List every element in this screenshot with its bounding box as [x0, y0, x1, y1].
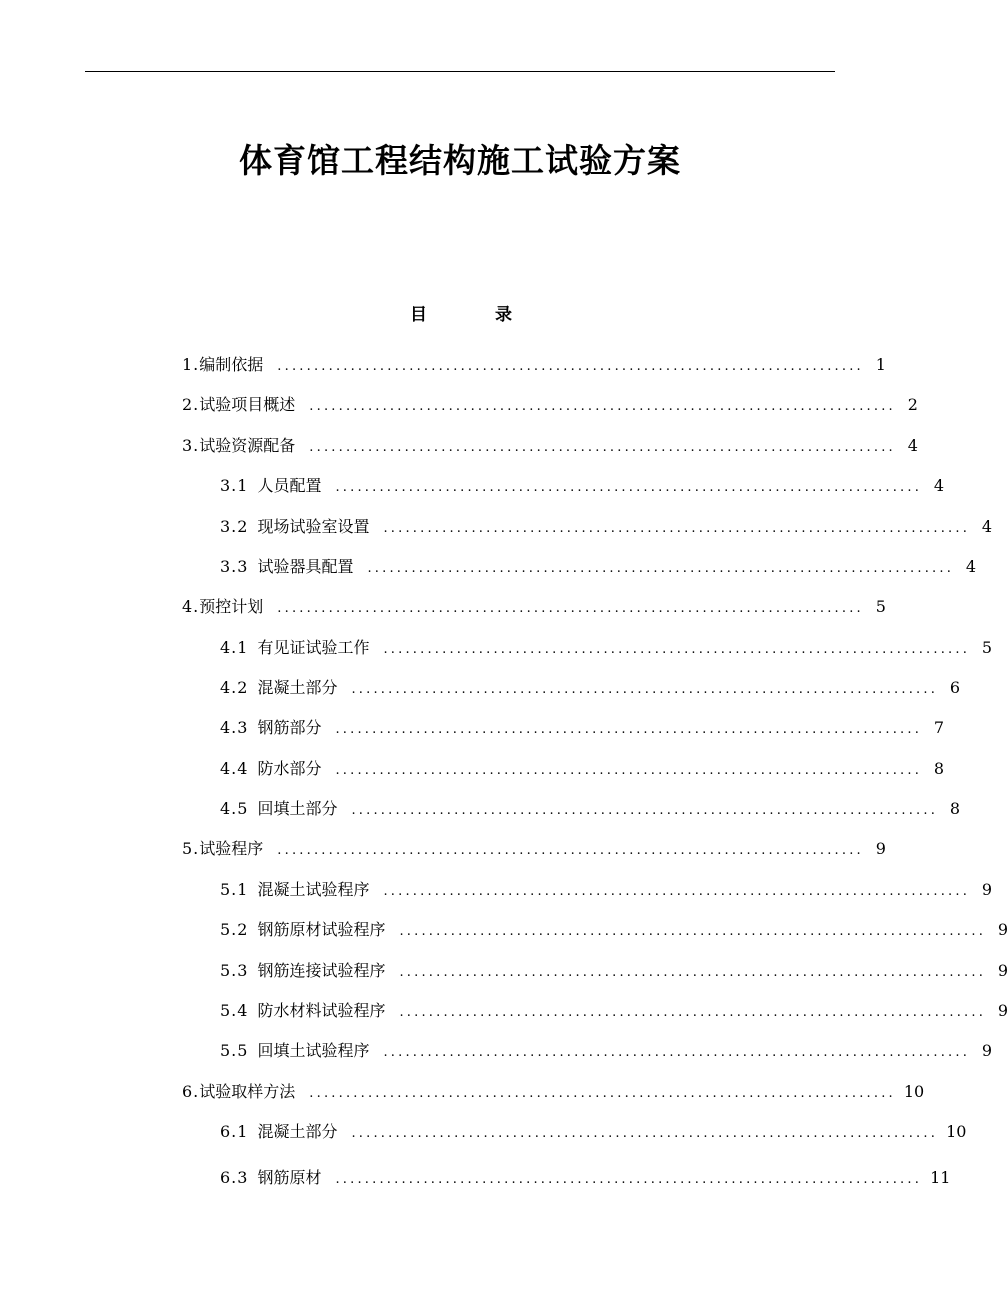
toc-entry-page-number: 2 [907, 395, 918, 414]
toc-entry[interactable] [220, 1039, 993, 1063]
toc-entry[interactable] [182, 353, 886, 377]
toc-dot-leader: ................................................................................ [367, 561, 955, 576]
toc-dot-leader: ................................................................................ [383, 1045, 971, 1060]
toc-entry-page-number: 6 [949, 678, 961, 697]
toc-entry[interactable] [220, 636, 993, 660]
toc-entry-number: 3.1 [220, 476, 249, 495]
toc-entry-page-number: 4 [981, 517, 993, 536]
toc-dot-leader: ................................................................................ [309, 1086, 896, 1101]
toc-entry-label: 回填土部分 [257, 799, 338, 818]
toc-dot-leader: ................................................................................ [399, 1005, 987, 1020]
toc-entry-number: 1. [182, 355, 200, 374]
toc-entry-page-number: 10 [946, 1122, 967, 1141]
toc-entry-number: 4.3 [220, 718, 249, 737]
toc-entry-number: 4. [182, 597, 200, 616]
toc-entry-label: 混凝土部分 [257, 1122, 338, 1141]
toc-entry[interactable] [182, 434, 918, 458]
toc-dot-leader: ................................................................................ [351, 1126, 939, 1141]
toc-entry[interactable] [182, 1080, 925, 1104]
toc-entry-number: 5. [182, 839, 200, 858]
toc-entry-number: 5.1 [220, 880, 249, 899]
toc-dot-leader: ................................................................................ [335, 763, 923, 778]
toc-entry-number: 5.4 [220, 1001, 249, 1020]
toc-entry-label: 试验项目概述 [199, 395, 296, 414]
toc-entry-number: 6.1 [220, 1122, 249, 1141]
toc-entry-number: 5.2 [220, 920, 249, 939]
toc-entry-page-number: 8 [933, 759, 945, 778]
toc-entry-label: 现场试验室设置 [257, 517, 370, 536]
toc-entry-page-number: 4 [907, 436, 918, 455]
toc-dot-leader: ................................................................................ [277, 359, 864, 374]
toc-entry-page-number: 9 [997, 920, 1008, 939]
toc-entry[interactable] [220, 1120, 967, 1144]
toc-entry-page-number: 7 [933, 718, 945, 737]
toc-entry[interactable] [220, 797, 961, 821]
toc-entry-number: 4.1 [220, 638, 249, 657]
toc-entry-page-number: 9 [981, 880, 993, 899]
toc-entry-number: 4.4 [220, 759, 249, 778]
toc-entry-label: 钢筋原材试验程序 [257, 920, 386, 939]
toc-entry-label: 混凝土部分 [257, 678, 338, 697]
toc-entry-page-number: 4 [933, 476, 945, 495]
toc-entry[interactable] [220, 959, 1008, 983]
toc-entry-label: 试验程序 [199, 839, 264, 858]
toc-dot-leader: ................................................................................ [399, 965, 987, 980]
toc-entry-label: 钢筋连接试验程序 [257, 961, 386, 980]
toc-entry[interactable] [220, 515, 993, 539]
toc-entry-number: 6. [182, 1082, 200, 1101]
toc-entry[interactable] [182, 393, 918, 417]
toc-entry[interactable] [220, 676, 961, 700]
toc-entry-number: 3. [182, 436, 200, 455]
toc-dot-leader: ................................................................................ [277, 601, 864, 616]
toc-dot-leader: ................................................................................ [335, 722, 923, 737]
toc-entry[interactable] [220, 716, 945, 740]
toc-entry-page-number: 9 [997, 961, 1008, 980]
toc-entry-label: 有见证试验工作 [257, 638, 370, 657]
toc-entry[interactable] [220, 555, 977, 579]
toc-entry-number: 3.3 [220, 557, 249, 576]
toc-entry-page-number: 5 [875, 597, 886, 616]
toc-entry-number: 5.5 [220, 1041, 249, 1060]
toc-entry-label: 试验资源配备 [199, 436, 296, 455]
toc-entry-number: 6.3 [220, 1168, 249, 1187]
toc-entry-page-number: 4 [965, 557, 977, 576]
toc-entry-number: 4.5 [220, 799, 249, 818]
toc-entry-page-number: 9 [875, 839, 886, 858]
toc-entry-label: 钢筋部分 [257, 718, 322, 737]
toc-entry-label: 混凝土试验程序 [257, 880, 370, 899]
toc-heading-char-2: 录 [495, 305, 512, 325]
toc-entry-label: 人员配置 [257, 476, 322, 495]
toc-entry-number: 4.2 [220, 678, 249, 697]
toc-dot-leader: ................................................................................ [335, 1172, 923, 1187]
toc-dot-leader: ................................................................................ [335, 480, 923, 495]
toc-entry-page-number: 10 [903, 1082, 925, 1101]
toc-entry-page-number: 11 [930, 1168, 951, 1187]
toc-entry-label: 编制依据 [199, 355, 264, 374]
document-title: 体育馆工程结构施工试验方案 [239, 141, 681, 180]
toc-entry-page-number: 9 [981, 1041, 993, 1060]
toc-entry-label: 回填土试验程序 [257, 1041, 370, 1060]
toc-entry-label: 防水部分 [257, 759, 322, 778]
toc-heading-char-1: 目 [410, 305, 427, 325]
toc-entry-page-number: 5 [981, 638, 993, 657]
toc-dot-leader: ................................................................................ [309, 399, 896, 414]
toc-entry[interactable] [182, 595, 886, 619]
toc-dot-leader: ................................................................................ [351, 682, 939, 697]
toc-entry-label: 试验器具配置 [257, 557, 354, 576]
toc-entry[interactable] [220, 474, 945, 498]
toc-entry-page-number: 9 [997, 1001, 1008, 1020]
toc-entry[interactable] [220, 1166, 951, 1190]
toc-entry-number: 3.2 [220, 517, 249, 536]
toc-entry-label: 预控计划 [199, 597, 264, 616]
toc-entry[interactable] [220, 999, 1008, 1023]
toc-entry[interactable] [220, 757, 945, 781]
toc-dot-leader: ................................................................................ [277, 843, 864, 858]
toc-entry-label: 钢筋原材 [257, 1168, 322, 1187]
toc-dot-leader: ................................................................................ [399, 924, 987, 939]
toc-dot-leader: ................................................................................ [383, 884, 971, 899]
toc-entry-page-number: 8 [949, 799, 961, 818]
toc-entry[interactable] [220, 918, 1008, 942]
toc-entry-page-number: 1 [875, 355, 886, 374]
toc-dot-leader: ................................................................................ [351, 803, 939, 818]
toc-entry-number: 5.3 [220, 961, 249, 980]
toc-dot-leader: ................................................................................ [383, 642, 971, 657]
toc-dot-leader: ................................................................................ [383, 521, 971, 536]
toc-entry-label: 试验取样方法 [199, 1082, 296, 1101]
toc-entry[interactable] [220, 878, 993, 902]
toc-entry-label: 防水材料试验程序 [257, 1001, 386, 1020]
toc-dot-leader: ................................................................................ [309, 440, 896, 455]
toc-entry-number: 2. [182, 395, 200, 414]
toc-entry[interactable] [182, 837, 886, 861]
